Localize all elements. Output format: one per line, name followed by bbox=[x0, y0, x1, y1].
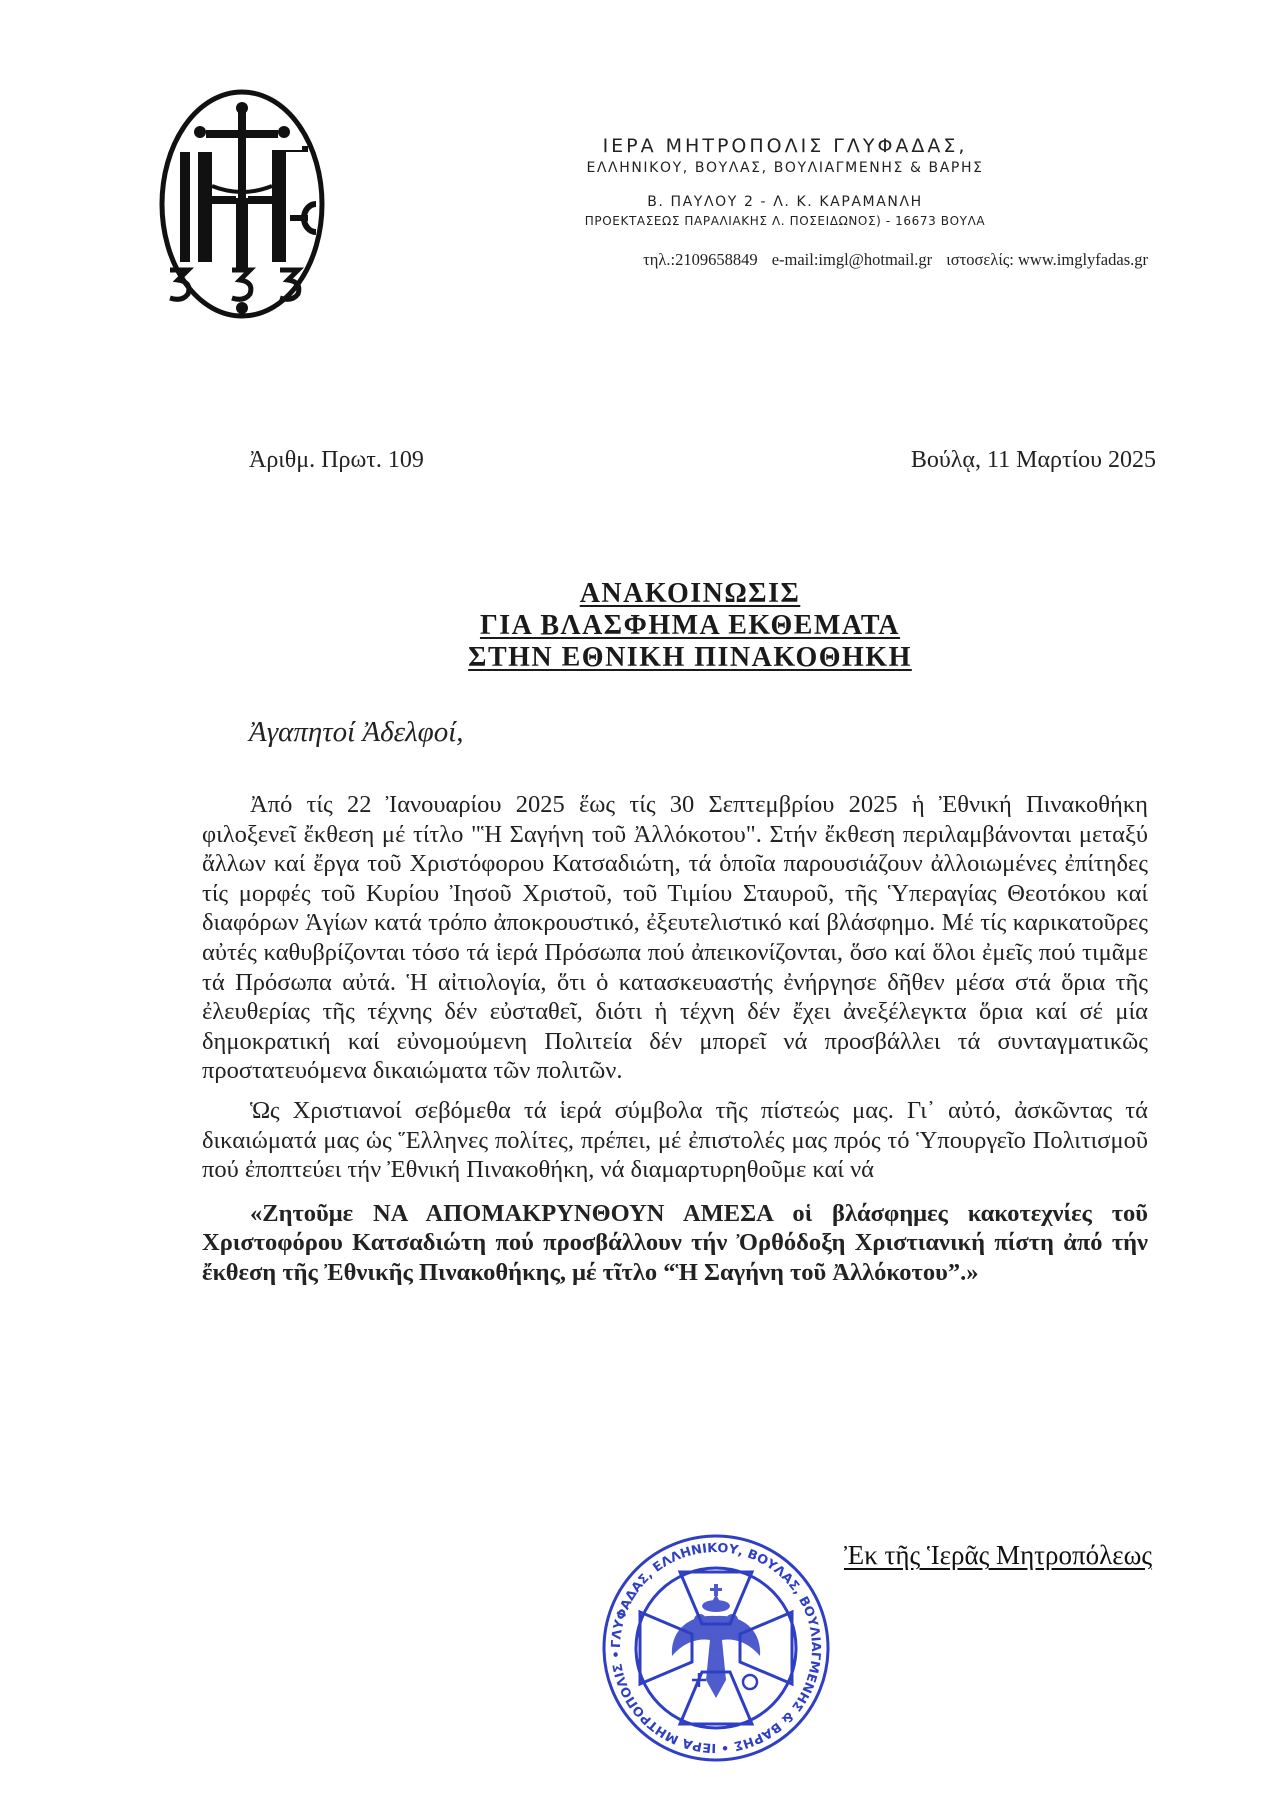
demand-paragraph: «Ζητοῦμε ΝΑ ΑΠΟΜΑΚΡΥΝΘΟΥΝ ΑΜΕΣΑ οἱ βλάσφημες κακοτεχνίες τοῦ Χριστοφόρου Κατσαδιώτη πού προσβάλλουν τήν Ὀρθόδοξη Χριστιανική πίστη ἀπό τήν ἔκθεση τῆς Ἐθνικῆς Πινακοθήκης, μέ τῖτλο “Ἡ Σαγήνη τοῦ Ἀλλόκοτου”.» bbox=[202, 1199, 1148, 1286]
signature-line: Ἐκ τῆς Ἱερᾶς Μητροπόλεως bbox=[844, 1540, 1153, 1570]
title-line-2: ΓΙΑ ΒΛΑΣΦΗΜΑ ΕΚΘΕΜΑΤΑ bbox=[479, 610, 901, 641]
letterhead-name: ΙΕΡΑ ΜΗΤΡΟΠΟΛΙΣ ΓΛΥΦΑΔΑΣ, bbox=[602, 135, 968, 157]
greeting: Ἀγαπητοί Ἀδελφοί, bbox=[249, 716, 464, 748]
letterhead-address-line1: Β. ΠΑΥΛΟΥ 2 - Λ. Κ. ΚΑΡΑΜΑΝΛΗ bbox=[647, 194, 923, 210]
reference-row bbox=[249, 447, 1156, 477]
contact-phone: τηλ.:2109658849 bbox=[643, 250, 758, 269]
letterhead-address-line2: ΠΡΟΕΚΤΑΣΕΩΣ ΠΑΡΑΛΙΑΚΗΣ Λ. ΠΟΣΕΙΔΩΝΟΣ) - 16673 ΒΟΥΛΑ bbox=[584, 214, 986, 228]
official-seal-stamp bbox=[600, 1530, 832, 1766]
protocol-number: Ἀριθμ. Πρωτ. 109 bbox=[249, 447, 424, 473]
signature-block bbox=[600, 1530, 1160, 1770]
contact-website[interactable]: ιστοσελίς: www.imglyfadas.gr bbox=[946, 250, 1148, 269]
letter-body bbox=[202, 790, 1148, 1288]
place-date: Βούλᾳ, 11 Μαρτίου 2025 bbox=[910, 447, 1156, 473]
title-line-3: ΣΤΗΝ ΕΘΝΙΚΗ ΠΙΝΑΚΟΘΗΚΗ bbox=[468, 642, 912, 673]
title-line-1: ΑΝΑΚΟΙΝΩΣΙΣ bbox=[579, 578, 801, 609]
announcement-title bbox=[260, 578, 1120, 674]
letterhead-contact bbox=[418, 250, 1148, 270]
letterhead bbox=[430, 134, 1140, 230]
metropolis-monogram-logo bbox=[156, 86, 328, 322]
body-paragraph-2: Ὡς Χριστιανοί σεβόμεθα τά ἱερά σύμβολα τῆς πίστεώς μας. Γι᾿ αὐτό, ἀσκῶντας τά δικαιώματά μας ὡς Ἕλληνες πολίτες, πρέπει, μέ ἐπιστολές μας πρός τό Ὑπουργεῖο Πολιτισμοῦ πού ἐποπτεύει τήν Ἐθνική Πινακοθήκη, νά διαμαρτυρηθοῦμε καί νά bbox=[202, 1096, 1148, 1184]
letterhead-jurisdiction: ΕΛΛΗΝΙΚΟΥ, ΒΟΥΛΑΣ, ΒΟΥΛΙΑΓΜΕΝΗΣ & ΒΑΡΗΣ bbox=[586, 160, 984, 176]
body-paragraph-1: Ἀπό τίς 22 Ἰανουαρίου 2025 ἕως τίς 30 Σεπτεμβρίου 2025 ἡ Ἐθνική Πινακοθήκη φιλοξενεῖ ἔκθεση μέ τίτλο "Ἡ Σαγήνη τοῦ Ἀλλόκοτου". Στήν ἔκθεση περιλαμβάνονται μεταξύ ἄλλων καί ἔργα τοῦ Χριστόφορου Κατσαδιώτη, τά ὁποῖα παρουσιάζουν ἀλλοιωμένες ἐπίτηδες τίς μορφές τοῦ Κυρίου Ἰησοῦ Χριστοῦ, τοῦ Τιμίου Σταυροῦ, τῆς Ὑπεραγίας Θεοτόκου καί διαφόρων Ἁγίων κατά τρόπο ἀποκρουστικό, ἐξευτελιστικό καί βλάσφημο. Μέ τίς καρικατοῦρες αὐτές καθυβρίζονται τόσο τά ἱερά Πρόσωπα πού ἀπεικονίζονται, ὅσο καί ὅλοι ἐμεῖς πού τιμᾶμε τά Πρόσωπα αὐτά. Ἡ αἰτιολογία, ὅτι ὁ κατασκευαστής ἐνήργησε δῆθεν μέσα στά ὅρια τῆς ἐλευθερίας τῆς τέχνης δέν εὐσταθεῖ, διότι ἡ τέχνη δέν ἔχει ἀνεξέλεγκτα ὅρια καί σέ μία δημοκρατική καί εὐνομούμενη Πολιτεία δέν μπορεῖ νά προσβάλλει τά συνταγματικῶς προστατευόμενα δικαιώματα τῶν πολιτῶν. bbox=[202, 791, 1148, 1085]
stamp-ring-text: ΓΛΥΦΑΔΑΣ, ΕΛΛΗΝΙΚΟΥ, ΒΟΥΛΑΣ, ΒΟΥΛΙΑΓΜΕΝΗΣ & ΒΑΡΗΣ • ΙΕΡΑ ΜΗΤΡΟΠΟΛΙΣ • bbox=[607, 1539, 825, 1757]
contact-email[interactable]: e-mail:imgl@hotmail.gr bbox=[771, 250, 933, 269]
